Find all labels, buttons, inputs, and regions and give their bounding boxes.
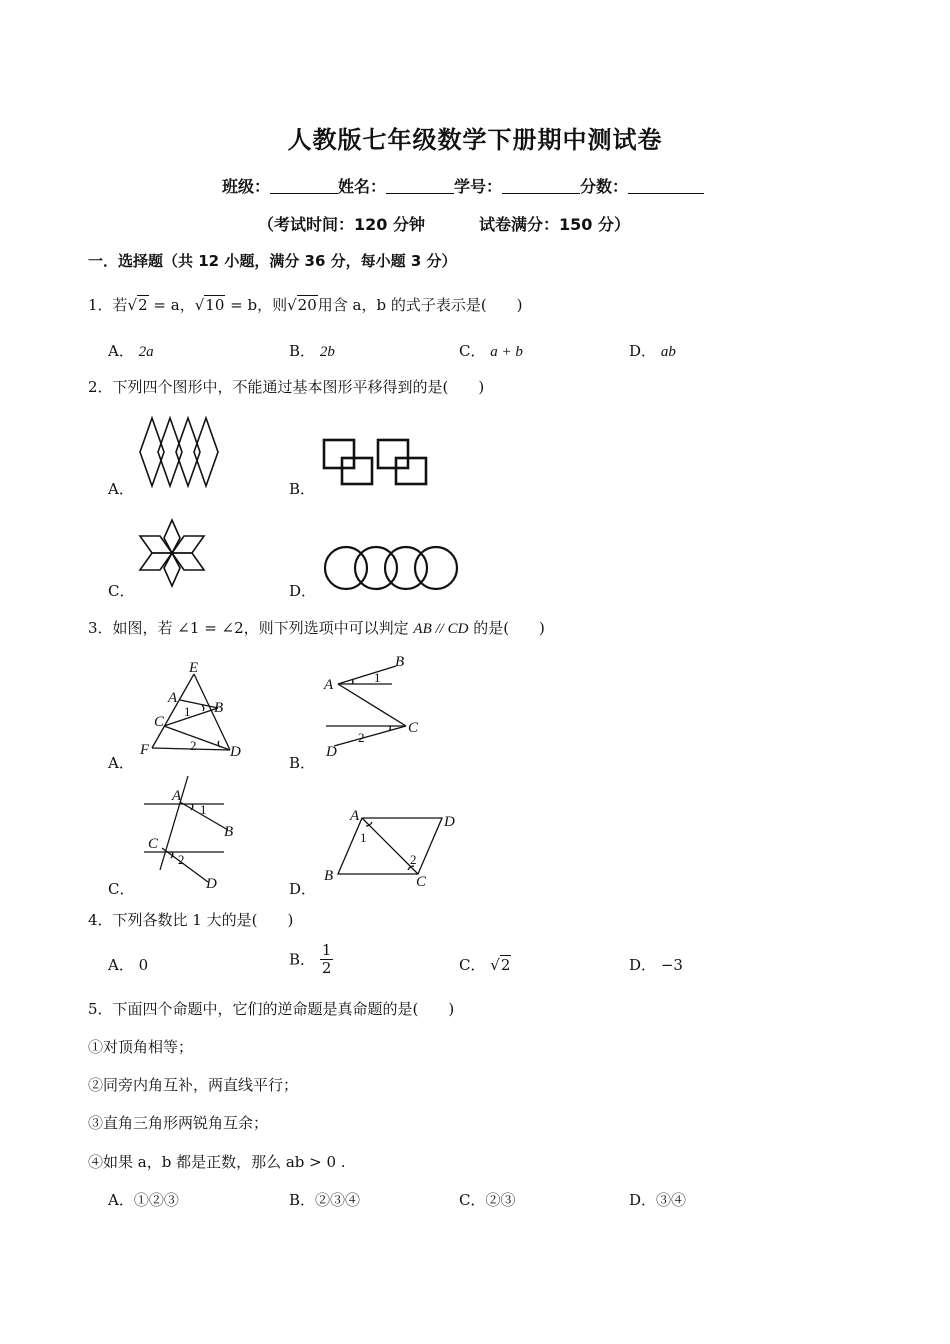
q5-option-a[interactable]: A．①②③ xyxy=(108,1191,179,1209)
q3b-angle-1: 1 xyxy=(374,670,381,685)
q3c-label-B: B xyxy=(224,824,234,840)
q3-figure-c[interactable] xyxy=(136,774,256,890)
q2-figure-c-star[interactable] xyxy=(138,518,206,588)
id-label: 学号： xyxy=(454,177,503,196)
q3c-angle-2: 2 xyxy=(178,852,185,867)
q4-option-d[interactable] xyxy=(629,954,683,975)
question-4-stem: 4．下列各数比 1 大的是( ) xyxy=(88,911,294,929)
q5-item-3: ③直角三角形两锐角互余； xyxy=(88,1114,269,1132)
q3d-label-D: D xyxy=(444,814,455,830)
q4-a-label: A． xyxy=(108,956,134,974)
q4-b-label: B． xyxy=(289,950,316,969)
q3-stem-a: 3．如图，若 ∠1 = ∠2，则下列选项中可以判定 xyxy=(88,619,414,637)
q2-option-d-label[interactable]: D． xyxy=(289,582,317,600)
q3a-label-B: B xyxy=(214,700,224,716)
q4-option-a[interactable] xyxy=(108,954,148,975)
q4-d-text: −3 xyxy=(660,956,683,974)
q3b-label-A: A xyxy=(324,677,334,693)
q4-option-c[interactable]: C． √2 xyxy=(459,956,511,974)
q3-figure-b[interactable] xyxy=(320,652,430,760)
question-1-stem: 1．若√2 = a，√10 = b，则√20用含 a，b 的式子表示是( ) xyxy=(88,296,523,314)
q1-b-label: B． xyxy=(289,342,316,360)
q1-root-10: 10 xyxy=(205,296,225,314)
q1-tail: 用含 a，b 的式子表示是( ) xyxy=(317,296,523,314)
q1-d-label: D． xyxy=(629,342,657,360)
q5-option-c[interactable]: C．②③ xyxy=(459,1191,516,1209)
q3b-label-B: B xyxy=(395,654,405,670)
q5-option-d[interactable]: D．③④ xyxy=(629,1191,687,1209)
q3-figure-a[interactable] xyxy=(136,660,246,760)
q1-eq-a: = a， xyxy=(148,296,195,314)
section-heading: 一．选择题（共 12 小题，满分 36 分，每小题 3 分） xyxy=(88,252,457,270)
q4-b-denominator: 2 xyxy=(321,958,332,977)
q3a-label-A: A xyxy=(168,690,178,706)
q3d-angle-2: 2 xyxy=(410,852,417,867)
q3a-angle-2: 2 xyxy=(190,738,197,753)
score-blank[interactable] xyxy=(628,179,704,194)
id-blank[interactable] xyxy=(502,179,580,194)
q5-item-2: ②同旁内角互补，两直线平行； xyxy=(88,1076,299,1094)
q2-option-a-label[interactable]: A． xyxy=(108,480,134,498)
q1-eq-b: = b，则 xyxy=(225,296,288,314)
q3a-label-D: D xyxy=(230,744,241,760)
q1-option-c[interactable] xyxy=(459,340,523,361)
q4-b-numerator: 1 xyxy=(321,941,332,959)
q1-root-20: 20 xyxy=(297,296,317,314)
q2-figure-d-circles[interactable] xyxy=(322,543,460,593)
q2-figure-b-squares[interactable] xyxy=(322,438,430,488)
q1-c-label: C． xyxy=(459,342,486,360)
q2-option-c-label[interactable]: C． xyxy=(108,582,135,600)
q3a-label-C: C xyxy=(154,714,165,730)
name-blank[interactable] xyxy=(386,179,454,194)
q3a-label-F: F xyxy=(140,742,150,758)
full-score: 试卷满分：150 分） xyxy=(478,215,630,234)
q1-c-text: a + b xyxy=(490,344,523,360)
q3b-label-C: C xyxy=(408,720,419,736)
q3d-label-A: A xyxy=(350,808,360,824)
q3d-angle-1: 1 xyxy=(360,830,367,845)
class-label: 班级： xyxy=(222,177,271,196)
q4-b-fraction xyxy=(320,942,334,976)
q4-option-b[interactable] xyxy=(289,942,333,976)
q3-stem-math: AB // CD xyxy=(413,621,469,637)
class-blank[interactable] xyxy=(270,179,338,194)
q3-option-b-label[interactable]: B． xyxy=(289,754,316,772)
q4-d-label: D． xyxy=(629,956,657,974)
q4-a-text: 0 xyxy=(138,956,149,974)
q1-num: 1．若 xyxy=(88,296,128,314)
q1-option-d[interactable] xyxy=(629,340,676,361)
question-3-stem xyxy=(88,617,545,638)
q3d-label-B: B xyxy=(324,868,334,884)
score-label: 分数： xyxy=(580,177,629,196)
q3a-label-E: E xyxy=(189,660,199,676)
q3a-angle-1: 1 xyxy=(184,704,191,719)
student-info-line xyxy=(222,174,704,197)
q5-item-4: ④如果 a，b 都是正数，那么 ab > 0 . xyxy=(88,1153,346,1171)
q3c-angle-1: 1 xyxy=(200,802,207,817)
q3-option-c-label[interactable]: C． xyxy=(108,880,135,898)
question-2-stem: 2．下列四个图形中，不能通过基本图形平移得到的是( ) xyxy=(88,378,485,396)
exam-time: （考试时间：120 分钟 xyxy=(258,215,425,234)
q2-option-b-label[interactable]: B． xyxy=(289,480,316,498)
page-title: 人教版七年级数学下册期中测试卷 xyxy=(287,126,663,154)
q5-option-b[interactable]: B．②③④ xyxy=(289,1191,361,1209)
q3b-angle-2: 2 xyxy=(358,730,365,745)
q4-c-text: 2 xyxy=(500,956,511,974)
q3c-label-D: D xyxy=(206,876,217,892)
q1-option-a[interactable] xyxy=(108,340,154,361)
exam-time-line xyxy=(258,212,630,235)
q3-option-a-label[interactable]: A． xyxy=(108,754,134,772)
question-5-stem: 5．下面四个命题中，它们的逆命题是真命题的是( ) xyxy=(88,1000,455,1018)
q3-option-d-label[interactable]: D． xyxy=(289,880,317,898)
q3c-label-A: A xyxy=(172,788,182,804)
q1-a-text: 2a xyxy=(138,344,154,360)
q3-figure-d[interactable] xyxy=(320,804,466,890)
q1-option-b[interactable] xyxy=(289,340,335,361)
q3b-label-D: D xyxy=(326,744,337,760)
q4-c-label: C． xyxy=(459,956,486,974)
q2-figure-a-diamonds[interactable] xyxy=(140,416,220,488)
q5-item-1: ①对顶角相等； xyxy=(88,1038,194,1056)
q3d-label-C: C xyxy=(416,874,427,890)
q1-a-label: A． xyxy=(108,342,134,360)
name-label: 姓名： xyxy=(338,177,387,196)
q1-b-text: 2b xyxy=(319,344,335,360)
q3-stem-b: 的是( ) xyxy=(468,619,545,637)
q1-d-text: ab xyxy=(660,344,676,360)
q1-root-2: 2 xyxy=(138,296,148,314)
q3c-label-C: C xyxy=(148,836,159,852)
